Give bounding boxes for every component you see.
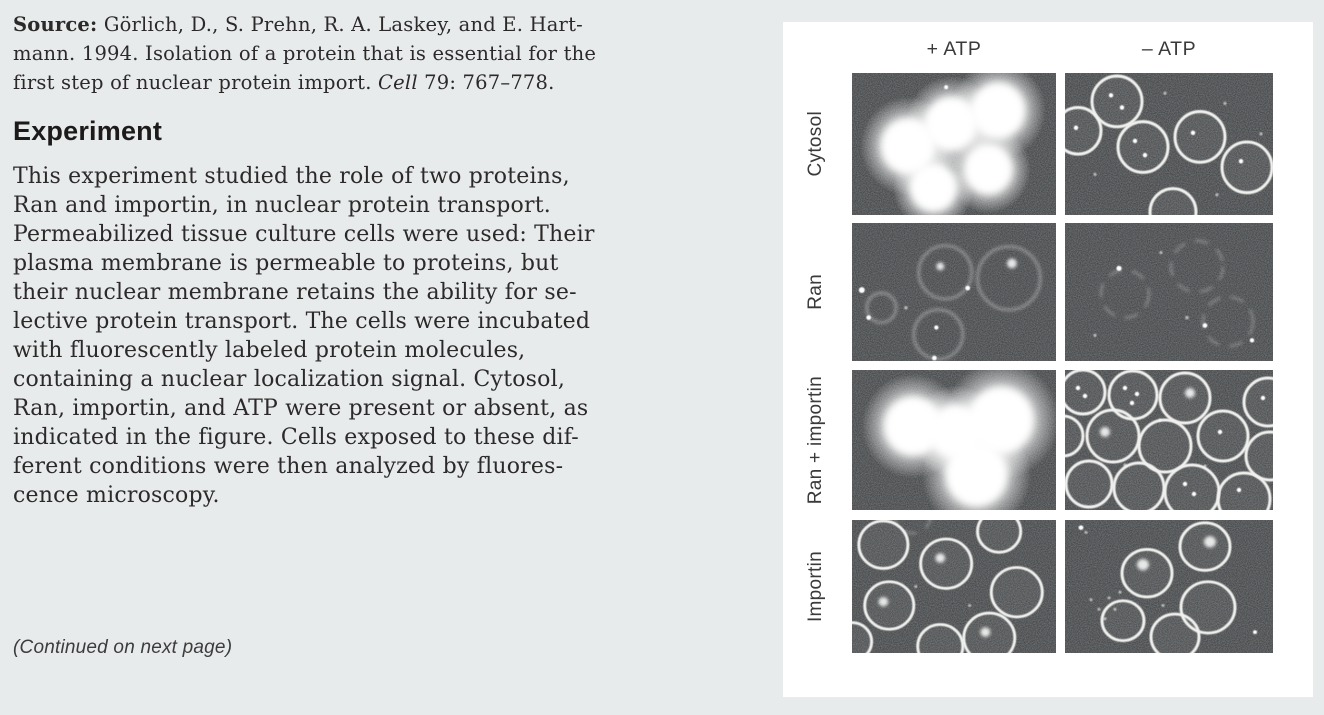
- micrograph-ran-plus-atp: [852, 223, 1056, 361]
- figure-row-ran-plus-importin: [783, 370, 1313, 510]
- row-label-importin: Importin: [805, 550, 826, 623]
- row-label-cytosol: Cytosol: [805, 111, 826, 177]
- paragraph-line: This experiment studied the role of two proteins,: [13, 164, 570, 189]
- source-line: first step of nuclear protein import. Cell 79: 767–778.: [13, 71, 555, 94]
- micrograph-ran-importin-minus-atp: [1065, 370, 1273, 510]
- figure-row-importin: [783, 520, 1313, 653]
- figure-row-cytosol: [783, 73, 1313, 215]
- paragraph-line: indicated in the figure. Cells exposed to these dif-: [13, 425, 579, 450]
- micrograph-cytosol-plus-atp: [852, 73, 1056, 215]
- figure-panel: [783, 22, 1313, 697]
- paragraph-line: Permeabilized tissue culture cells were used: Their: [13, 222, 595, 247]
- paragraph-line: Ran, importin, and ATP were present or absent, as: [13, 396, 589, 421]
- source-line: mann. 1994. Isolation of a protein that is essential for the: [13, 42, 597, 65]
- micrograph-ran-minus-atp: [1065, 223, 1273, 361]
- paragraph-line: their nuclear membrane retains the ability for se-: [13, 280, 577, 305]
- experiment-paragraph: [13, 162, 595, 510]
- paragraph-line: cence microscopy.: [13, 483, 220, 508]
- column-header-plus-atp: + ATP: [926, 38, 982, 60]
- paragraph-line: plasma membrane is permeable to proteins, but: [13, 251, 559, 276]
- column-header-minus-atp: – ATP: [1141, 38, 1197, 60]
- micrograph-importin-plus-atp: [852, 520, 1056, 653]
- row-label-ran: Ran: [805, 274, 826, 310]
- paragraph-line: ferent conditions were then analyzed by fluores-: [13, 454, 564, 479]
- micrograph-importin-minus-atp: [1065, 520, 1273, 653]
- micrograph-ran-importin-plus-atp: [852, 370, 1056, 510]
- paragraph-line: containing a nuclear localization signal. Cytosol,: [13, 367, 566, 392]
- source-citation: [13, 10, 596, 97]
- paragraph-line: lective protein transport. The cells were incubated: [13, 309, 591, 334]
- continued-note: (Continued on next page): [13, 637, 233, 658]
- paragraph-line: with fluorescently labeled protein molecules,: [13, 338, 526, 363]
- figure-row-ran: [783, 223, 1313, 361]
- paragraph-line: Ran and importin, in nuclear protein transport.: [13, 193, 551, 218]
- micrograph-cytosol-minus-atp: [1065, 73, 1273, 215]
- experiment-heading: Experiment: [13, 116, 163, 146]
- source-line: Source: Görlich, D., S. Prehn, R. A. Laskey, and E. Hart-: [13, 13, 583, 36]
- row-label-ran-plus-importin: Ran + importin: [805, 375, 826, 505]
